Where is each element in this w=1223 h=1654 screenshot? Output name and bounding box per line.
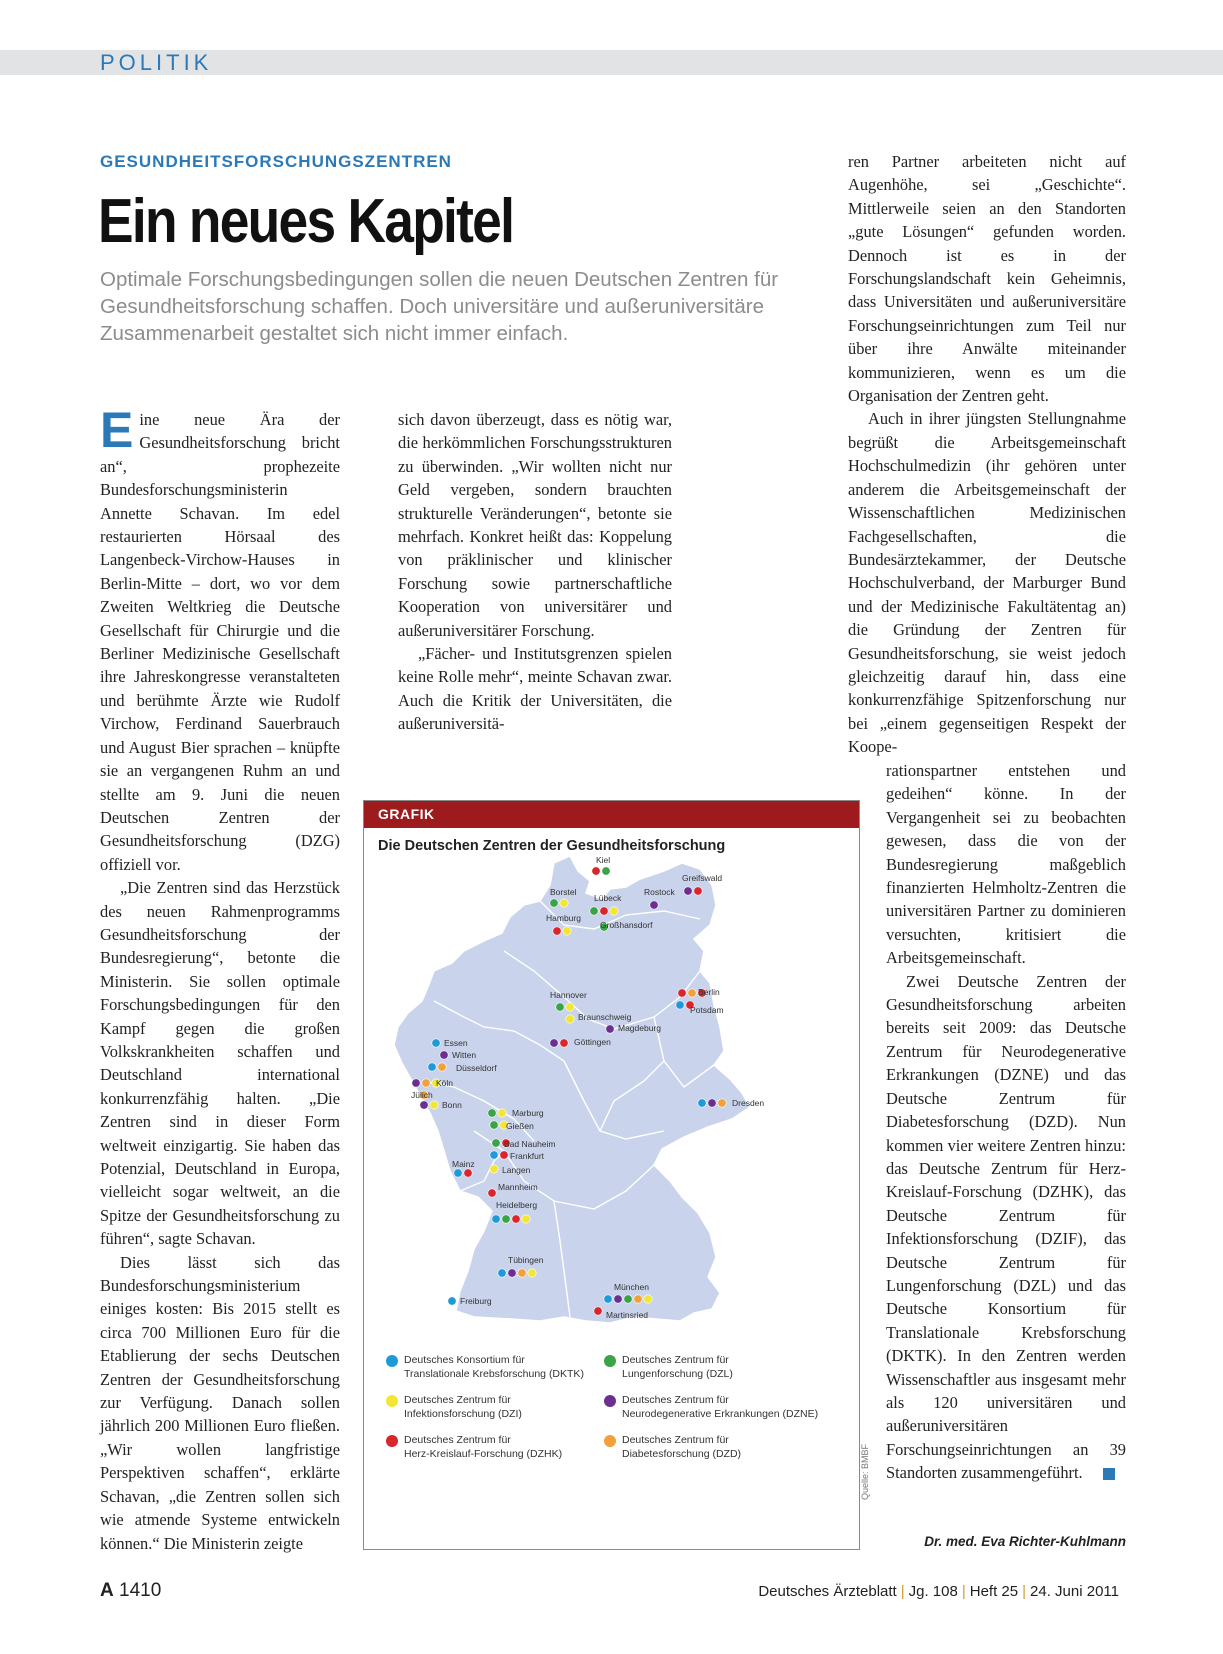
article-paragraph: Zwei Deutsche Zentren der Gesundheitsforschung arbeiten bereits seit 2009: das Deutsche Zentrum für Neurodegenerative Erkrankungen (DZNE) und das Deutsche Zentrum für Diabetesforschung (DZD). Nun kommen vier weitere Zentren hinzu: das Deutsche Zentrum für Herz-Kreislauf-Forschung (DZHK), das Deutsche Zentrum für Infektionsforschung (DZIF), das Deutsche Zentrum für Lungenforschung (DZL) und das Deutsche Konsortium für Translationale Krebsforschung (DKTK). In den Zentren werden Wissenschaftler aus insgesamt mehr als 120 universitären und außeruniversitären Forschungseinrichtungen an 39 Standorten zusammengeführt. xyxy=(886,971,1126,1483)
location-dot-dzi xyxy=(610,907,618,915)
location-label: Gießen xyxy=(506,1121,534,1131)
article-headline: Ein neues Kapitel xyxy=(98,187,514,256)
article-column-3-top xyxy=(848,150,1126,759)
location-dot-dzd xyxy=(634,1295,642,1303)
location-dot-dzne xyxy=(614,1295,622,1303)
graphic-box xyxy=(363,800,860,1550)
location-dot-dktk xyxy=(454,1169,462,1177)
location-label: Düsseldorf xyxy=(456,1063,497,1073)
location-dot-dzi xyxy=(563,927,571,935)
location-dot-dzl xyxy=(490,1121,498,1129)
location-label: Mainz xyxy=(452,1159,475,1169)
article-paragraph: „Die Zentren sind das Herzstück des neuen Rahmenprogramms Gesundheitsforschung der Bundesregierung“, betonte die Ministerin. Sie sollen optimale Forschungsbedingungen für den Kampf gegen die großen Volkskrankheiten schaffen und Deutschland international konkurrenzfähig halten. „Die Zentren sind in dieser Form weltweit einzigartig. Sie haben das Potenzial, Deutschland in Europa, vielleicht sogar weltweit, an die Spitze der Gesundheitsforschung zu führen“, sagte Schavan. xyxy=(100,878,340,1249)
location-label: Greifswald xyxy=(682,873,723,883)
location-dot-dzne xyxy=(508,1269,516,1277)
article-column-1 xyxy=(100,402,340,1555)
legend-entry-dktk: Deutsches Konsortium für Translationale Krebsforschung (DKTK) xyxy=(404,1354,584,1380)
location-label: Hannover xyxy=(550,990,587,1000)
location-dot-dzne xyxy=(708,1099,716,1107)
location-label: Göttingen xyxy=(574,1037,611,1047)
location-dot-dzl xyxy=(502,1215,510,1223)
location-dot-dzhk xyxy=(600,907,608,915)
location-dot-dktk xyxy=(498,1269,506,1277)
location-label: Witten xyxy=(452,1050,477,1060)
location-label: Jülich xyxy=(411,1090,433,1100)
location-dot-dzi xyxy=(498,1109,506,1117)
location-dot-dzne xyxy=(550,1039,558,1047)
location-label: Tübingen xyxy=(508,1255,544,1265)
legend-dot-dzd xyxy=(604,1435,616,1447)
location-label: Borstel xyxy=(550,887,577,897)
location-dot-dzi xyxy=(490,1165,498,1173)
location-dot-dzhk xyxy=(678,989,686,997)
location-dot-dktk xyxy=(698,1099,706,1107)
journal-issue: Heft 25 xyxy=(969,1583,1019,1600)
location-dot-dzhk xyxy=(500,1151,508,1159)
location-dot-dzhk xyxy=(512,1215,520,1223)
location-dot-dzl xyxy=(602,867,610,875)
location-dot-dzl xyxy=(492,1139,500,1147)
legend-entry-dzl: Deutsches Zentrum für Lungenforschung (DZL) xyxy=(622,1354,733,1380)
location-label: Heidelberg xyxy=(496,1200,538,1210)
article-paragraph: rationspartner entstehen und gedeihen“ könne. In der Vergangenheit sei zu beobachten gewesen, dass die von der Bundesregierung maßgeblich finanzierten Helmholtz-Zentren die universitären Partner zu dominieren versuchten, kritisiert die Arbeitsgemeinschaft. xyxy=(886,761,1126,968)
location-dot-dzne xyxy=(606,1025,614,1033)
page-number: A 1410 xyxy=(100,1580,162,1601)
location-dot-dktk xyxy=(490,1151,498,1159)
location-label: Langen xyxy=(502,1165,531,1175)
location-dot-dzhk xyxy=(560,1039,568,1047)
location-label: Berlin xyxy=(698,987,720,997)
article-column-2 xyxy=(398,408,672,736)
location-dot-dzl xyxy=(590,907,598,915)
location-label: Mannheim xyxy=(498,1182,538,1192)
location-label: Dresden xyxy=(732,1098,765,1108)
legend-entry-dzd: Deutsches Zentrum für Diabetesforschung (DZD) xyxy=(622,1434,742,1460)
location-label: Hamburg xyxy=(546,913,581,923)
article-teaser: Optimale Forschungsbedingungen sollen die neuen Deutschen Zentren für Gesundheitsforschung schaffen. Doch universitäre und außeruniversitäre Zusammenarbeit gestaltet sich nicht immer einfach. xyxy=(100,268,779,345)
location-label: Essen xyxy=(444,1038,468,1048)
location-label: Köln xyxy=(436,1078,454,1088)
journal-name: Deutsches Ärzteblatt xyxy=(758,1583,897,1600)
legend-entry-dzi: Deutsches Zentrum für Infektionsforschung (DZI) xyxy=(404,1394,522,1420)
location-label: Lübeck xyxy=(594,893,622,903)
legend-entry-dzne: Deutsches Zentrum für Neurodegenerative Erkrankungen (DZNE) xyxy=(622,1394,819,1420)
legend-dot-dzhk xyxy=(386,1435,398,1447)
location-label: Bonn xyxy=(442,1100,462,1110)
location-label: Bad Nauheim xyxy=(504,1139,556,1149)
location-dot-dzl xyxy=(550,899,558,907)
location-dot-dzi xyxy=(560,899,568,907)
location-label: Rostock xyxy=(644,887,675,897)
location-label: München xyxy=(614,1282,649,1292)
location-dot-dzl xyxy=(556,1003,564,1011)
article-kicker: GESUNDHEITSFORSCHUNGSZENTREN xyxy=(100,152,452,171)
end-mark-icon xyxy=(1103,1468,1115,1480)
location-dot-dzhk xyxy=(594,1307,602,1315)
article-paragraph: ren Partner arbeiteten nicht auf Augenhöhe, sei „Geschichte“. Mittlerweile seien an den Standorten „gute Lösungen“ gefunden worden. Dennoch ist es in der Forschungslandschaft kein Geheimnis, dass Universitäten und außeruniversitäre Forschungseinrichtungen zum Teil nur über ihre Anwälte miteinander kommunizieren, wenn es um die Organisation der Zentren geht. xyxy=(848,152,1126,406)
location-label: Freiburg xyxy=(460,1296,492,1306)
location-dot-dzne xyxy=(412,1079,420,1087)
location-dot-dzne xyxy=(650,901,658,909)
location-label: Magdeburg xyxy=(618,1023,662,1033)
journal-footer: Deutsches Ärzteblatt | Jg. 108 | Heft 25 | 24. Juni 2011 xyxy=(758,1583,1119,1600)
location-dot-dzd xyxy=(518,1269,526,1277)
location-dot-dzd xyxy=(422,1079,430,1087)
article-paragraph: sich davon überzeugt, dass es nötig war, die herkömmlichen Forschungsstrukturen zu überwinden. „Wir wollten nicht nur Geld vergeben, sondern brauchten strukturelle Veränderungen“, betonte sie mehrfach. Konkret heißt das: Koppelung von präklinischer und klinischer Forschung sowie partnerschaftliche Kooperation von universitärer und außeruniversitärer Forschung. xyxy=(398,410,672,640)
location-label: Großhansdorf xyxy=(600,920,653,930)
location-dot-dzd xyxy=(688,989,696,997)
location-label: Frankfurt xyxy=(510,1151,545,1161)
graphic-title: Die Deutschen Zentren der Gesundheitsforschung xyxy=(378,838,726,854)
location-dot-dzne xyxy=(440,1051,448,1059)
section-label: POLITIK xyxy=(100,50,213,75)
location-dot-dzd xyxy=(718,1099,726,1107)
article-paragraph: Auch in ihrer jüngsten Stellungnahme begrüßt die Arbeitsgemeinschaft Hochschulmedizin (ihr gehören unter anderem die Arbeitsgemeinschaft der Wissenschaftlichen Medizinischen Fachgesellschaften, die Bundesärztekammer, der Deutsche Hochschulverband, der Marburger Bund und der Medizinische Fakultätentag an) die Gründung der Zentren für Gesundheitsforschung, sie weist jedoch gleichzeitig darauf hin, dass eine konkurrenzfähige Spitzenforschung nur bei „einem gegenseitigen Respekt der Koope- xyxy=(848,409,1126,757)
location-dot-dktk xyxy=(604,1295,612,1303)
location-dot-dzne xyxy=(420,1101,428,1109)
location-dot-dzd xyxy=(438,1063,446,1071)
graphic-label: GRAFIK xyxy=(364,801,859,828)
article-column-3-bottom xyxy=(886,759,1126,1485)
legend-dot-dzl xyxy=(604,1355,616,1367)
location-label: Potsdam xyxy=(690,1005,724,1015)
author-byline: Dr. med. Eva Richter-Kuhlmann xyxy=(924,1534,1126,1549)
location-dot-dzne xyxy=(684,887,692,895)
article-paragraph: Eine neue Ära der Gesundheitsforschung bricht an“, prophezeite Bundesforschungsministerin Annette Schavan. Im edel restaurierten Hörsaal des Langenbeck-Virchow-Hauses in Berlin-Mitte – dort, wo vor dem Zweiten Weltkrieg die Deutsche Gesellschaft für Chirurgie und die Berliner Medizinische Gesellschaft ihre Jahreskongresse veranstalteten und berühmte Ärzte wie Rudolf Virchow, Ferdinand Sauerbrauch und August Bier sprachen – knüpfte sie an vergangenen Ruhm an und stellte am 9. Juni die neuen Deutschen Zentren der Gesundheitsforschung (DZG) offiziell vor. xyxy=(100,402,340,874)
location-dot-dzi xyxy=(644,1295,652,1303)
location-dot-dktk xyxy=(428,1063,436,1071)
article-paragraph: „Fächer- und Institutsgrenzen spielen keine Rolle mehr“, meinte Schavan zwar. Auch die Kritik der Universitäten, die außeruniversitä- xyxy=(398,644,672,734)
location-dot-dzl xyxy=(488,1109,496,1117)
legend-entry-dzhk: Deutsches Zentrum für Herz-Kreislauf-Forschung (DZHK) xyxy=(404,1434,563,1460)
legend-dot-dktk xyxy=(386,1355,398,1367)
location-dot-dktk xyxy=(676,1001,684,1009)
location-dot-dzi xyxy=(430,1101,438,1109)
article-paragraph: Dies lässt sich das Bundesforschungsministerium einiges kosten: Bis 2015 stellt es circa 700 Millionen Euro für die Etablierung der sechs Deutschen Zentren der Gesundheitsforschung zur Verfügung. Danach sollen jährlich 200 Millionen Euro fließen. „Wir wollen langfristige Perspektiven schaffen“, erklärte Schavan, „die Zentren sollen sich wie atmende Systeme entwickeln können.“ Die Ministerin zeigte xyxy=(100,1252,340,1553)
location-dot-dzi xyxy=(566,1015,574,1023)
location-dot-dktk xyxy=(492,1215,500,1223)
location-dot-dktk xyxy=(432,1039,440,1047)
location-dot-dzi xyxy=(528,1269,536,1277)
legend-dot-dzi xyxy=(386,1395,398,1407)
location-label: Martinsried xyxy=(606,1310,649,1320)
location-dot-dzhk xyxy=(464,1169,472,1177)
location-label: Braunschweig xyxy=(578,1012,632,1022)
location-dot-dzhk xyxy=(553,927,561,935)
location-dot-dzl xyxy=(624,1295,632,1303)
journal-volume: Jg. 108 xyxy=(908,1583,958,1600)
location-dot-dzhk xyxy=(694,887,702,895)
location-label: Kiel xyxy=(596,855,611,865)
location-dot-dzhk xyxy=(592,867,600,875)
location-label: Marburg xyxy=(512,1108,544,1118)
graphic-source: Quelle: BMBF xyxy=(860,1443,870,1500)
location-dot-dktk xyxy=(448,1297,456,1305)
location-dot-dzi xyxy=(566,1003,574,1011)
journal-date: 24. Juni 2011 xyxy=(1030,1583,1119,1600)
dropcap: E xyxy=(100,402,134,458)
location-dot-dzhk xyxy=(488,1189,496,1197)
location-dot-dzi xyxy=(522,1215,530,1223)
legend-dot-dzne xyxy=(604,1395,616,1407)
